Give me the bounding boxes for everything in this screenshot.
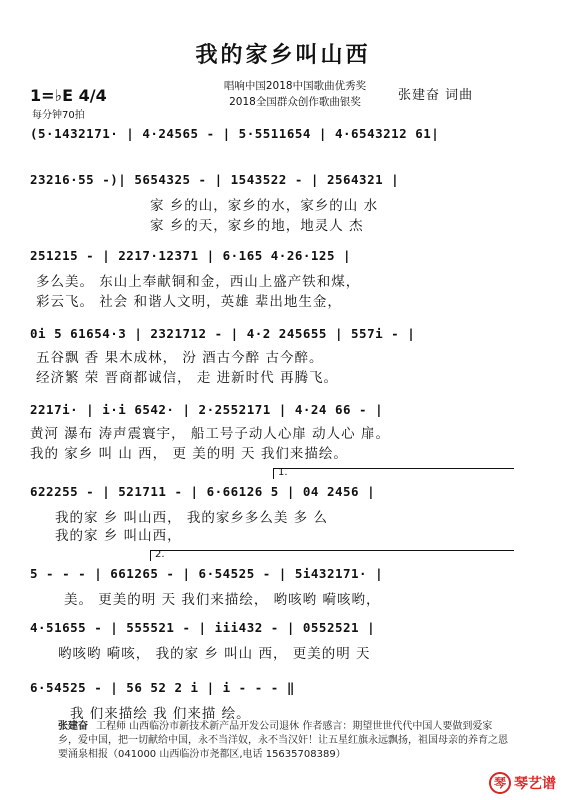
staff-line-1: (5·1432171· | 4·24565 - | 5·5511654 | 4·6543212 61|: [30, 126, 440, 141]
author-credit: 张建奋 词曲: [398, 88, 474, 103]
lyric-line-2a: 家 乡的山，家乡的水，家乡的山 水: [150, 198, 379, 214]
site-logo: [489, 772, 556, 794]
volta-2-label: 2.: [155, 549, 165, 560]
award-line-1: 唱响中国2018中国歌曲优秀奖: [223, 80, 367, 92]
lyric-line-7: 美。 更美的明 天 我们来描绘， 哟咳哟 嗬咳哟，: [64, 592, 381, 608]
staff-line-5: 2217i· | i·i 6542· | 2·2552171 | 4·24 66 - |: [30, 402, 384, 417]
tempo-marking: 每分钟70拍: [32, 110, 85, 121]
lyric-line-3a: 多么美。 东山上奉献铜和金，西山上盛产铁和煤，: [36, 274, 361, 290]
staff-line-7: 5 - - - | 661265 - | 6·54525 - | 5i432171· |: [30, 566, 384, 581]
author-name: 张建奋: [58, 721, 88, 732]
lyric-line-8: 哟咳哟 嗬咳， 我的家 乡 叫山 西， 更美的明 天: [58, 646, 371, 662]
award-line-2: 2018全国群众创作歌曲银奖: [229, 96, 361, 108]
author-bio: 工程师 山西临汾市新技术新产品开发公司退休 作者感言：期望世世代代中国人要做到爱家乡，爱中国，把一切献给中国，永不当洋奴，永不当汉奸！让五星红旗永远飘扬，祖国母亲的养育之恩要涌泉相报（041000 山西临汾市尧都区,电话 15635708389）: [58, 721, 508, 760]
lyric-line-5b: 我的 家乡 叫 山 西， 更 美的明 天 我们来描绘。: [30, 446, 348, 462]
logo-icon: 琴: [489, 772, 511, 794]
lyric-line-4a: 五谷飘 香 果木成林， 汾 酒古今醉 古今醉。: [36, 350, 324, 366]
staff-line-6: 622255 - | 521711 - | 6·66126 5 | 04 2456 |: [30, 484, 376, 499]
lyric-line-4b: 经济繁 荣 晋商都诚信， 走 进新时代 再腾飞。: [36, 370, 338, 386]
lyric-line-9: 我 们来描绘 我 们来描 绘。: [70, 706, 251, 722]
logo-text: 琴艺谱: [514, 776, 556, 792]
author-note: [58, 720, 508, 762]
lyric-line-6b: 我的家 乡 叫山西，: [55, 528, 182, 544]
staff-line-3: 251215 - | 2217·12371 | 6·165 4·26·125 |: [30, 248, 352, 263]
staff-line-2: 23216·55 -)| 5654325 - | 1543522 - | 2564321 |: [30, 172, 400, 187]
song-title: 我的家乡叫山西: [195, 42, 371, 68]
key-signature: 1=♭E 4/4: [30, 86, 107, 105]
staff-line-9: 6·54525 - | 56 52 2 i | i - - - ‖: [30, 680, 295, 695]
volta-1-label: 1.: [278, 467, 288, 478]
lyric-line-2b: 家 乡的天，家乡的地，地灵人 杰: [150, 218, 364, 234]
lyric-line-3b: 彩云飞。 社会 和谐人文明，英雄 辈出地生金，: [36, 294, 342, 310]
staff-line-8: 4·51655 - | 555521 - | iii432 - | 0552521 |: [30, 620, 376, 635]
volta-1-bracket: [273, 468, 514, 479]
lyric-line-5a: 黄河 瀑布 涛声震寰宇， 船工号子动人心扉 动人心 扉。: [30, 426, 390, 442]
volta-2-bracket: [150, 550, 514, 561]
staff-line-4: 0i 5 61654·3 | 2321712 - | 4·2 245655 | 557i - |: [30, 326, 416, 341]
lyric-line-6a: 我的家 乡 叫山西， 我的家乡多么美 多 么: [55, 510, 328, 526]
